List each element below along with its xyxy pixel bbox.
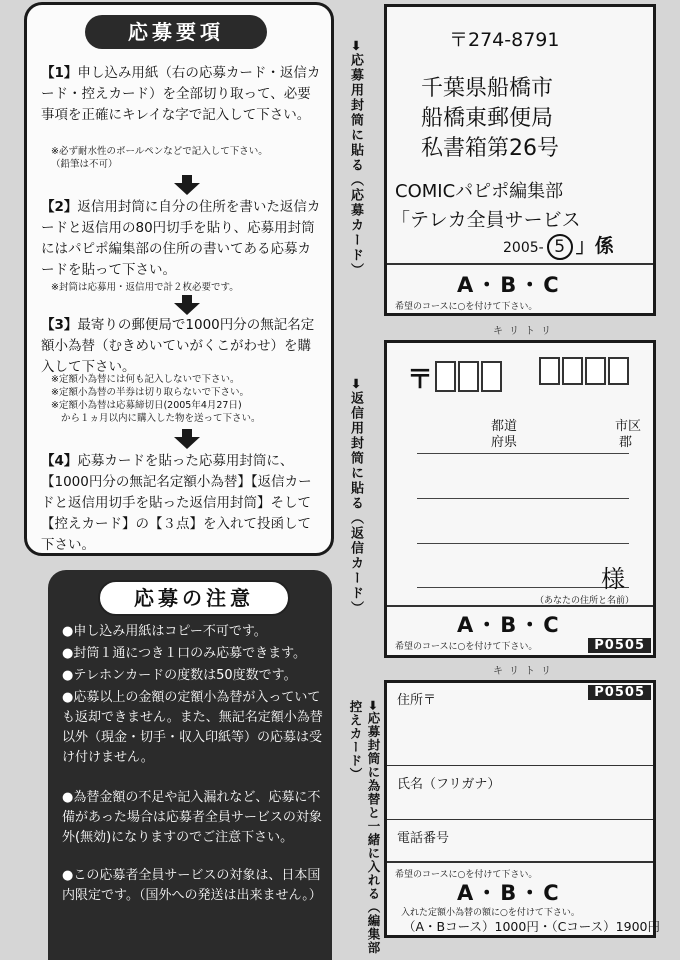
field-divider <box>387 861 653 863</box>
step-3-note-4: から１ヵ月以内に購入した物を送って下さい。 <box>61 413 261 424</box>
card-divider <box>387 605 653 607</box>
caution-panel <box>48 570 332 960</box>
service-year: 2005- <box>503 240 544 256</box>
copy-card <box>384 680 660 938</box>
zip-digit-box <box>481 361 502 392</box>
address-name-note: （あなたの住所と名前） <box>535 596 635 606</box>
column-label-copy-card: ➡応募封筒に為替と一緒に入れる（編集部控えカード） <box>348 700 381 955</box>
step-1-number: 【1】 <box>41 65 78 81</box>
down-arrow-icon <box>174 183 200 195</box>
caution-item: ●応募以上の金額の定額小為替が入っていても返却できません。また、無記名定額小為替以外（現金・切手・収入印紙等）の応募は受け付けません。 <box>62 690 323 765</box>
return-card <box>384 340 656 658</box>
zip-digit-box <box>458 361 479 392</box>
step-3-note-1: ※定額小為替には何も記入しないで下さい。 <box>51 374 240 385</box>
course-note: 希望のコースに○を付けて下さい。 <box>395 870 538 880</box>
cut-line-label: キリトリ <box>493 326 557 337</box>
zip-digit-box <box>539 357 560 385</box>
service-name: 「テレカ全員サービス <box>391 209 581 231</box>
step-4-text: 応募カードを貼った応募用封筒に、【1000円分の無記名定額小為替】【返信カードと返信用切手を貼った返信用封筒】そして【控えカード】の【３点】を入れて投函して下さい。 <box>41 453 312 553</box>
field-divider <box>387 765 653 766</box>
step-1-note-2: （鉛筆は不可） <box>51 159 118 170</box>
product-code: P0505 <box>588 685 651 700</box>
step-2-text: 返信用封筒に自分の住所を書いた返信カードと返信用の80円切手を貼り、応募用封筒にはパピポ編集部の住所の書いてある応募カードを貼って下さい。 <box>41 199 321 278</box>
step-3-note-2: ※定額小為替の半券は切り取らないで下さい。 <box>51 387 249 398</box>
address-line <box>417 498 629 499</box>
phone-field-label: 電話番号 <box>397 831 450 846</box>
address-line-1: 千葉県船橋市 <box>421 76 554 101</box>
prefecture-label-1: 都道 <box>491 419 518 434</box>
course-options: A・B・C <box>457 613 562 637</box>
zip-digit-box <box>562 357 583 385</box>
step-3 <box>41 315 321 378</box>
course-note: 希望のコースに○を付けて下さい。 <box>395 302 538 312</box>
circled-number: 5 <box>547 234 573 260</box>
address-line <box>417 453 629 454</box>
step-3-text: 最寄りの郵便局で1000円分の無記名定額小為替（むきめいていがくこがわせ）を購入して下さい。 <box>41 317 315 375</box>
caution-item: ●封筒１通につき１口のみ応募できます。 <box>62 646 307 661</box>
course-options: A・B・C <box>457 273 562 297</box>
column-label-apply-card: ➡応募用封筒に貼る（応募カード） <box>348 40 363 278</box>
step-2 <box>41 197 321 281</box>
caution-item: ●この応募者全員サービスの対象は、日本国内限定です。（国外への発送は出来ません。） <box>62 868 322 903</box>
step-1-text: 申し込み用紙（右の応募カード・返信カード・控えカード）を全部切り取って、必要事項を正確にキレイな字で記入して下さい。 <box>41 65 321 123</box>
department-name: COMICパピポ編集部 <box>395 181 564 202</box>
step-arrow-stem <box>182 429 192 437</box>
step-2-note-1: ※封筒は応募用・返信用で計２枚必要です。 <box>51 282 239 293</box>
city-label-1: 市区 <box>615 419 642 434</box>
course-options: A・B・C <box>457 881 562 905</box>
amount-note: 入れた定額小為替の額に○を付けて下さい。 <box>401 908 580 918</box>
apply-card <box>384 4 656 316</box>
step-3-number: 【3】 <box>41 317 78 333</box>
column-label-return-card: ➡返信用封筒に貼る（返信カード） <box>348 378 363 616</box>
caution-item: ●申し込み用紙はコピー不可です。 <box>62 624 267 639</box>
step-3-note-3: ※定額小為替は応募締切日(2005年4月27日) <box>51 400 242 411</box>
caution-item: ●為替金額の不足や記入漏れなど、応募に不備があった場合は応募者全員サービスの対象外(無効)になりますのでご注意下さい。 <box>62 790 322 845</box>
service-suffix: 」係 <box>575 235 614 257</box>
step-arrow-stem <box>182 295 192 303</box>
course-note: 希望のコースに○を付けて下さい。 <box>395 642 538 652</box>
service-number <box>503 231 614 260</box>
zip-digit-box <box>435 361 456 392</box>
address-line-2: 船橋東郵便局 <box>421 106 554 131</box>
city-label-2: 郡 <box>619 435 633 450</box>
address-line <box>417 543 629 544</box>
card-divider <box>387 263 653 265</box>
field-divider <box>387 819 653 820</box>
instructions-panel <box>24 2 334 556</box>
address-line-3: 私書箱第26号 <box>421 136 559 161</box>
prefecture-label-2: 府県 <box>491 435 518 450</box>
step-arrow-stem <box>182 175 192 183</box>
down-arrow-icon <box>174 303 200 315</box>
honorific-sama: 様 <box>601 565 625 593</box>
address-field-label: 住所〒 <box>397 693 437 708</box>
caution-item: ●テレホンカードの度数は50度数です。 <box>62 668 297 683</box>
step-1-note-1: ※必ず耐水性のボールペンなどで記入して下さい。 <box>51 146 268 157</box>
zip-digit-box <box>585 357 606 385</box>
instructions-title: 応募要項 <box>85 15 267 49</box>
step-4-number: 【4】 <box>41 453 78 469</box>
caution-title: 応募の注意 <box>98 580 290 616</box>
product-code: P0505 <box>588 638 651 653</box>
price-options: （A・Bコース）1000円・（Cコース）1900円 <box>403 919 660 934</box>
step-4 <box>41 451 321 556</box>
down-arrow-icon <box>174 437 200 449</box>
postal-mark-icon: 〒 <box>407 365 434 395</box>
address-line <box>417 587 629 588</box>
postal-code: 〒274-8791 <box>449 29 560 51</box>
step-2-number: 【2】 <box>41 199 78 215</box>
cut-line-label: キリトリ <box>493 666 557 677</box>
zip-digit-box <box>608 357 629 385</box>
name-field-label: 氏名（フリガナ） <box>397 777 501 792</box>
step-1 <box>41 63 321 126</box>
